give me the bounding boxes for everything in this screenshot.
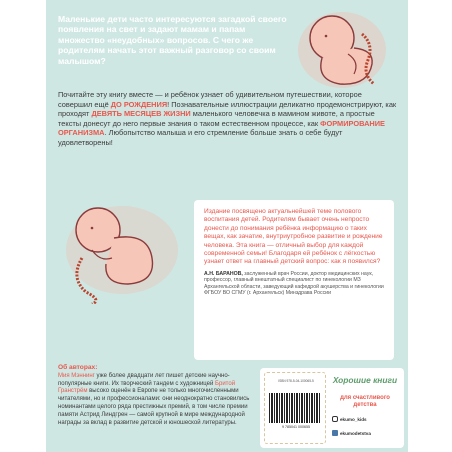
instagram-icon — [332, 416, 338, 422]
badge-title: Хорошие книги — [332, 375, 398, 385]
description-part-1: Почитайте эту книгу вместе — и ребёнок узнает об удивительном путешествии, которое совершил ещё — [58, 90, 362, 109]
about-authors — [58, 364, 258, 427]
about-text-2: высоко оценён в Европе не только многочисленными читателями, но и профессионалами: они неоднократно становились номинантами целого ряда престижных премий, в том числе премии памяти Астрид Линдгрен — самой крупной в мире международной награды за вклад в развитие детской и юношеской литературы. — [58, 388, 250, 426]
publisher-badge — [260, 368, 404, 448]
social-instagram — [332, 416, 367, 422]
expert-quote: Издание посвящено актуальнейшей теме полового воспитания детей. Родителям бывает очень непросто донести до понимания ребёнка информацию о таких вещах, как зачатие, внутриутробное развитие и рождение человека. Эта книга — отличный выбор для каждой современной семьи! Благодаря ей ребёнок с лёгкостью узнает ответ на главный детский вопрос: как я появился? — [204, 208, 383, 266]
vk-handle: ekumodetstva — [340, 430, 371, 436]
author-name-1: Мия Мэннинг — [58, 372, 95, 379]
fetus-illustration-bottom — [52, 192, 192, 304]
highlight-before-birth: ДО РОЖДЕНИЯ — [110, 99, 168, 109]
expert-review-box — [194, 200, 394, 360]
description-part-2: ! Познавательные иллюстрации деликатно продемонстрируют, как проходят — [58, 99, 397, 119]
highlight-nine-months: ДЕВЯТЬ МЕСЯЦЕВ ЖИЗНИ — [91, 109, 191, 119]
about-text — [58, 373, 258, 428]
vk-icon — [332, 430, 338, 436]
description-part-3: маленького человечка в мамином животе, а простые тексты донесут до него первые знания о таком естественном процессе, как — [58, 109, 375, 128]
fetus-illustration-top — [282, 4, 402, 94]
about-title: Об авторах: — [58, 364, 98, 371]
intro-text: Маленькие дети часто интересуются загадкой своего появления на свет и задают мамам и папам множество «неудобных» вопросов. С чего же родителям начать этот важный разговор со своим малышом? — [58, 14, 287, 66]
social-vk — [332, 430, 371, 436]
author-name-2: Бритой Гранстрём — [58, 380, 236, 395]
barcode-caption: ISBN 978-5-04-100065-5 — [278, 379, 314, 383]
about-text-1: уже более двадцати лет пишет детские научно-популярные книги. Их творческий тандем с художницей — [58, 372, 230, 387]
book-back-cover — [46, 0, 408, 452]
description-text — [58, 90, 398, 148]
expert-author-name: А.Н. БАРАНОВ, — [204, 270, 243, 277]
badge-subtitle: для счастливого детства — [340, 395, 390, 408]
expert-author-description: заслуженный врач России, доктор медицинских наук, профессор, главный внештатный специалист по гинекологии МЗ Архангельской области, заведующий кафедрой акушерства и гинекологии ФГБОУ ВО СГМУ (г. Архангельск) Минздрава России — [204, 270, 384, 297]
barcode-icon — [269, 393, 321, 423]
barcode-block — [264, 372, 326, 444]
isbn-number: 9 785041 000655 — [282, 425, 310, 429]
expert-author — [204, 271, 384, 297]
instagram-handle: ekumo_kids — [340, 416, 367, 422]
description-part-4: . Любопытство малыша и его стремление больше знать о себе будут удовлетворены! — [58, 128, 343, 147]
highlight-organism: ФОРМИРОВАНИЕ ОРГАНИЗМА — [58, 118, 385, 138]
